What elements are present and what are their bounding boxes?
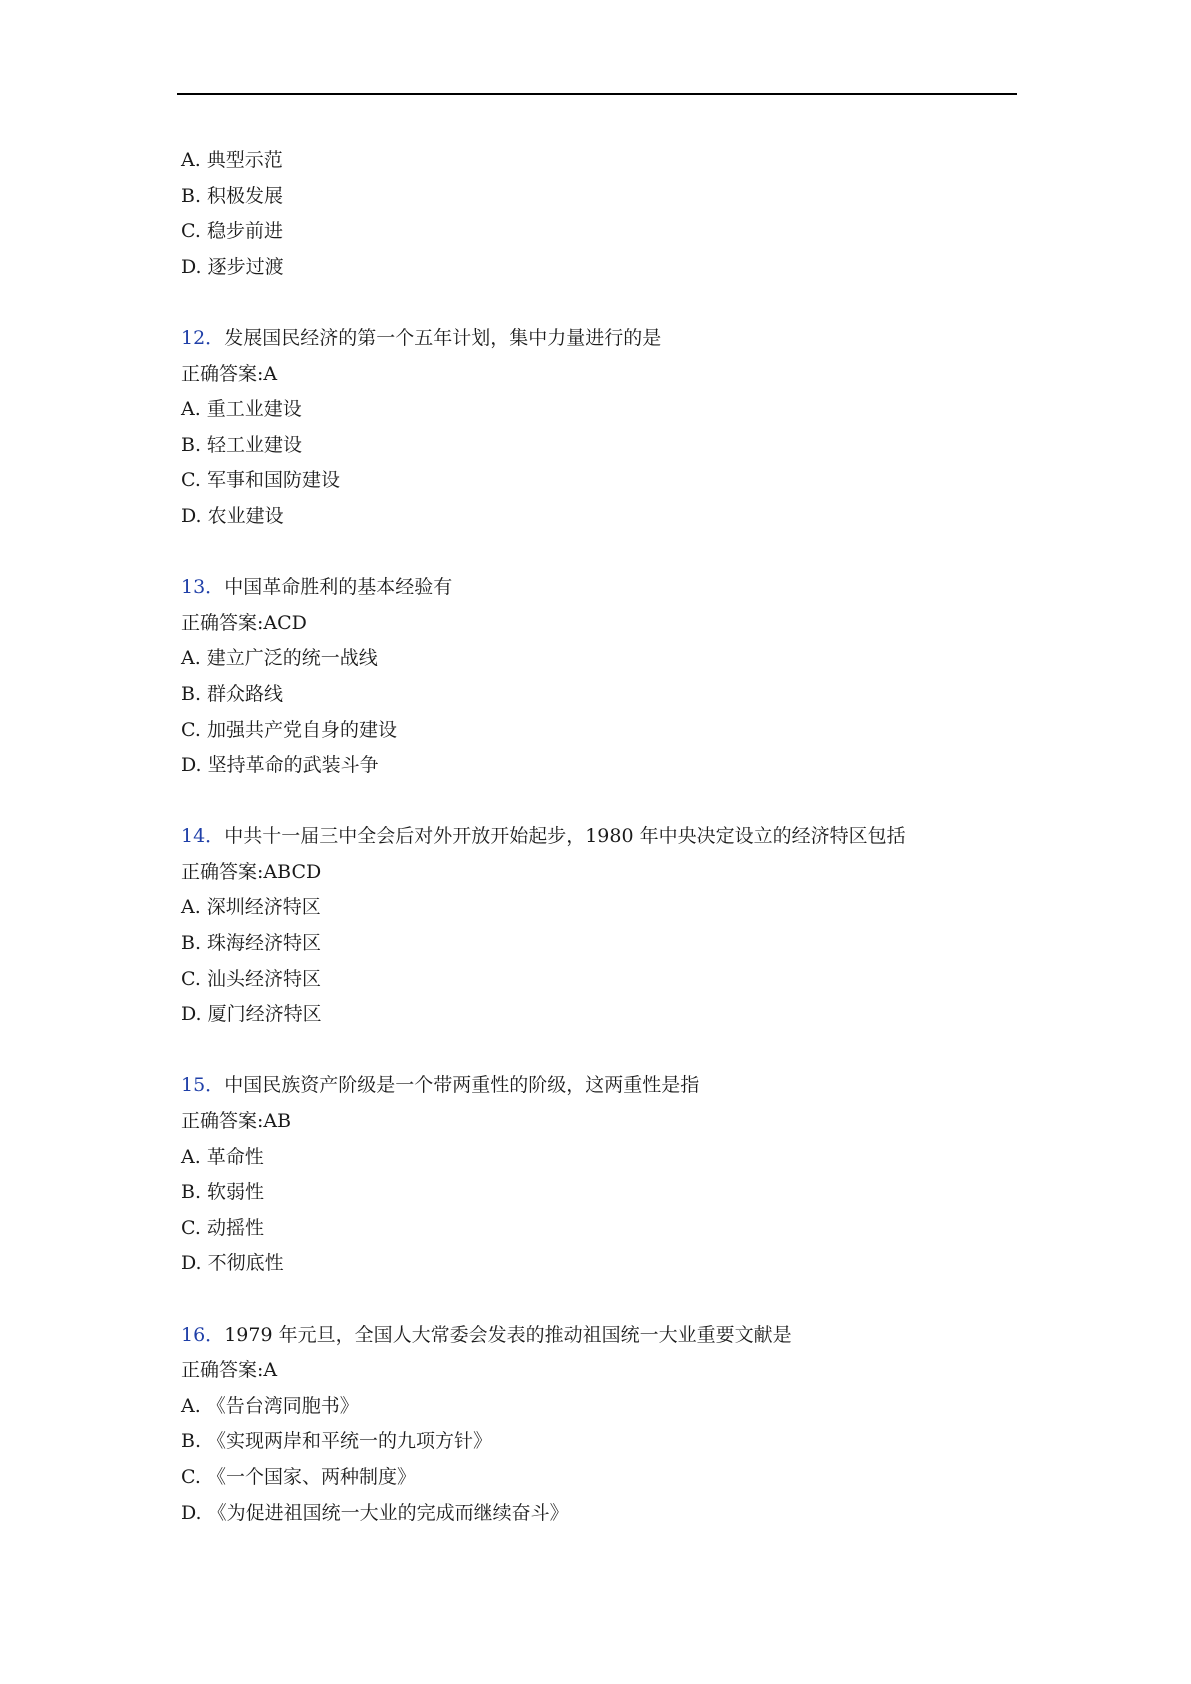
option-a: A. 重工业建设	[181, 398, 302, 421]
option-c: C. 汕头经济特区	[181, 967, 321, 990]
spacer	[181, 535, 1001, 571]
option-d: D. 逐步过渡	[181, 255, 284, 278]
option-c: C. 加强共产党自身的建设	[181, 718, 397, 741]
option-d: D. 坚持革命的武装斗争	[181, 754, 379, 777]
question-text: 发展国民经济的第一个五年计划，集中力量进行的是	[224, 326, 662, 349]
question-number: 12．	[181, 326, 225, 349]
option-d: D. 《为促进祖国统一大业的完成而继续奋斗》	[181, 1501, 569, 1524]
option-c: C. 军事和国防建设	[181, 469, 340, 492]
option-c: C. 《一个国家、两种制度》	[181, 1465, 416, 1488]
spacer	[181, 1033, 1001, 1069]
correct-answer: 正确答案:AB	[181, 1110, 292, 1133]
option-b: B. 轻工业建设	[181, 433, 303, 456]
option-d: D. 农业建设	[181, 504, 284, 527]
question-stem	[181, 1068, 1001, 1104]
spacer	[181, 1282, 1001, 1318]
question-number: 15．	[181, 1074, 225, 1097]
option-b: B. 积极发展	[181, 184, 284, 207]
carryover-options	[181, 143, 1001, 285]
question-stem	[181, 1318, 1001, 1354]
question-14	[181, 819, 1001, 1033]
option-b: B. 珠海经济特区	[181, 932, 322, 955]
question-stem	[181, 321, 1001, 357]
question-text: 1979 年元旦，全国人大常委会发表的推动祖国统一大业重要文献是	[224, 1323, 792, 1346]
question-number: 13．	[181, 576, 225, 599]
document-body	[181, 143, 1001, 1531]
question-16	[181, 1318, 1001, 1532]
question-stem	[181, 570, 1001, 606]
option-a: A. 典型示范	[181, 149, 283, 171]
option-b: B. 《实现两岸和平统一的九项方针》	[181, 1430, 493, 1453]
option-c: C. 动摇性	[181, 1216, 264, 1239]
correct-answer: 正确答案:ACD	[181, 611, 307, 634]
option-b: B. 软弱性	[181, 1181, 265, 1204]
question-text: 中共十一届三中全会后对外开放开始起步，1980 年中央决定设立的经济特区包括	[224, 825, 906, 848]
spacer	[181, 784, 1001, 820]
option-b: B. 群众路线	[181, 682, 284, 705]
header-rule	[177, 93, 1017, 95]
question-12	[181, 321, 1001, 535]
option-d: D. 不彻底性	[181, 1252, 284, 1275]
spacer	[181, 285, 1001, 321]
option-d: D. 厦门经济特区	[181, 1003, 322, 1026]
option-a: A. 建立广泛的统一战线	[181, 647, 378, 670]
question-13	[181, 570, 1001, 784]
option-a: A. 革命性	[181, 1145, 264, 1168]
option-a: A. 深圳经济特区	[181, 896, 321, 919]
question-15	[181, 1068, 1001, 1282]
option-c: C. 稳步前进	[181, 220, 283, 243]
question-stem	[181, 819, 1001, 855]
option-a: A. 《告台湾同胞书》	[181, 1394, 359, 1417]
question-number: 14．	[181, 825, 225, 848]
question-text: 中国民族资产阶级是一个带两重性的阶级，这两重性是指	[224, 1074, 700, 1097]
correct-answer: 正确答案:ABCD	[181, 860, 322, 883]
question-number: 16．	[181, 1323, 225, 1346]
correct-answer: 正确答案:A	[181, 362, 278, 385]
question-text: 中国革命胜利的基本经验有	[224, 576, 453, 599]
correct-answer: 正确答案:A	[181, 1359, 278, 1382]
